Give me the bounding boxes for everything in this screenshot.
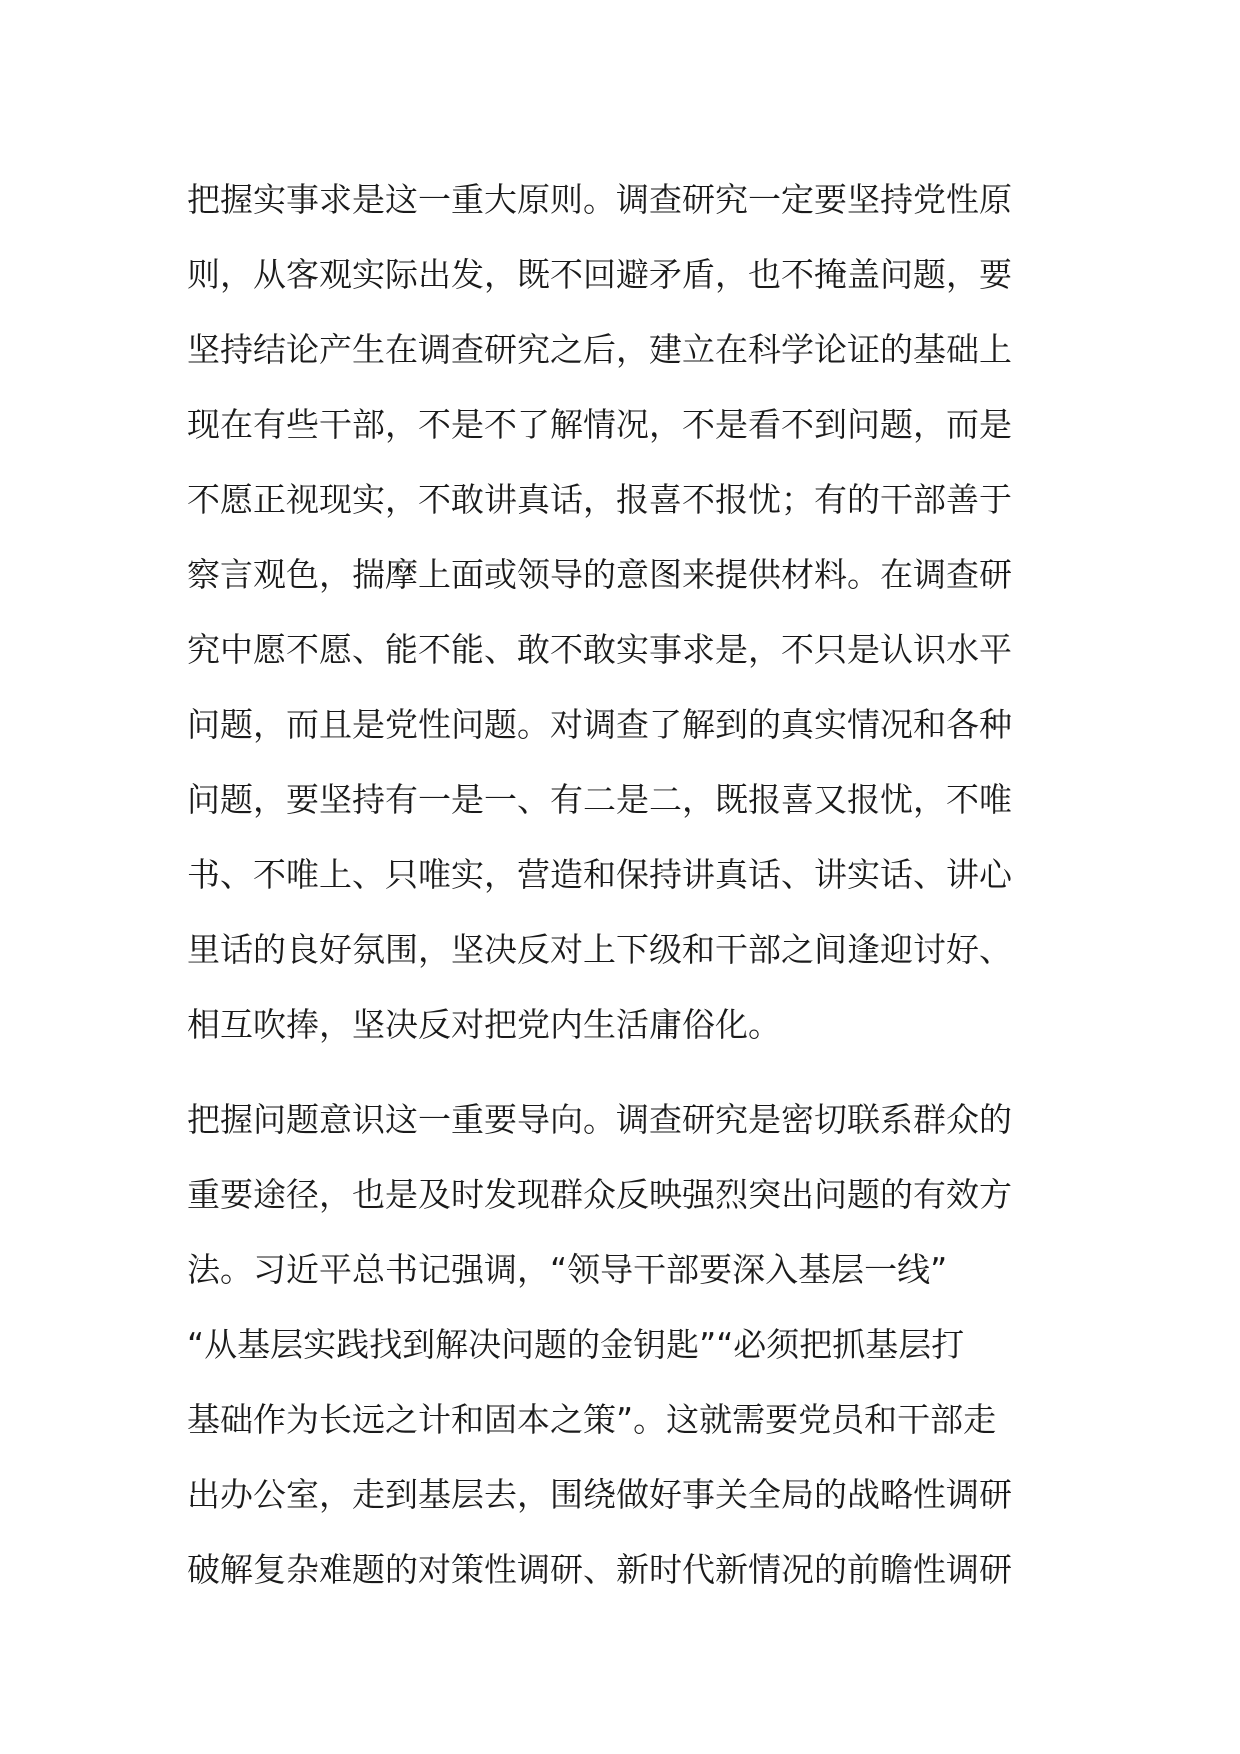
paragraph-line: 破解复杂难题的对策性调研、新时代新情况的前瞻性调研 [187,1550,1012,1589]
paragraph-line: 把握问题意识这一重要导向。调查研究是密切联系群众的 [187,1100,1012,1139]
paragraph-line: 问题，要坚持有一是一、有二是二，既报喜又报忧，不唯 [187,780,1012,819]
paragraph-line: 相互吹捧，坚决反对把党内生活庸俗化。 [187,1005,781,1044]
paragraph-principle-seeking-truth [187,162,1067,1062]
paragraph-line: 重要途径，也是及时发现群众反映强烈突出问题的有效方 [187,1175,1012,1214]
paragraph-line: 里话的良好氛围，坚决反对上下级和干部之间逢迎讨好、 [187,930,1012,969]
paragraph-problem-awareness [187,1082,1067,1607]
paragraph-line: 基础作为长远之计和固本之策”。这就需要党员和干部走 [187,1400,997,1439]
paragraph-line: 问题，而且是党性问题。对调查了解到的真实情况和各种 [187,705,1012,744]
paragraph-line: 坚持结论产生在调查研究之后，建立在科学论证的基础上 [187,330,1012,369]
paragraph-line: “从基层实践找到解决问题的金钥匙”“必须把抓基层打 [187,1325,965,1364]
paragraph-line: 法。习近平总书记强调，“领导干部要深入基层一线” [187,1250,948,1289]
paragraph-line: 现在有些干部，不是不了解情况，不是看不到问题，而是 [187,405,1012,444]
paragraph-line: 察言观色，揣摩上面或领导的意图来提供材料。在调查研 [187,555,1012,594]
paragraph-line: 把握实事求是这一重大原则。调查研究一定要坚持党性原 [187,180,1012,219]
paragraph-line: 书、不唯上、只唯实，营造和保持讲真话、讲实话、讲心 [187,855,1012,894]
paragraph-line: 不愿正视现实，不敢讲真话，报喜不报忧；有的干部善于 [187,480,1012,519]
paragraph-line: 出办公室，走到基层去，围绕做好事关全局的战略性调研 [187,1475,1012,1514]
paragraph-line: 究中愿不愿、能不能、敢不敢实事求是，不只是认识水平 [187,630,1012,669]
paragraph-line: 则，从客观实际出发，既不回避矛盾，也不掩盖问题，要 [187,255,1012,294]
